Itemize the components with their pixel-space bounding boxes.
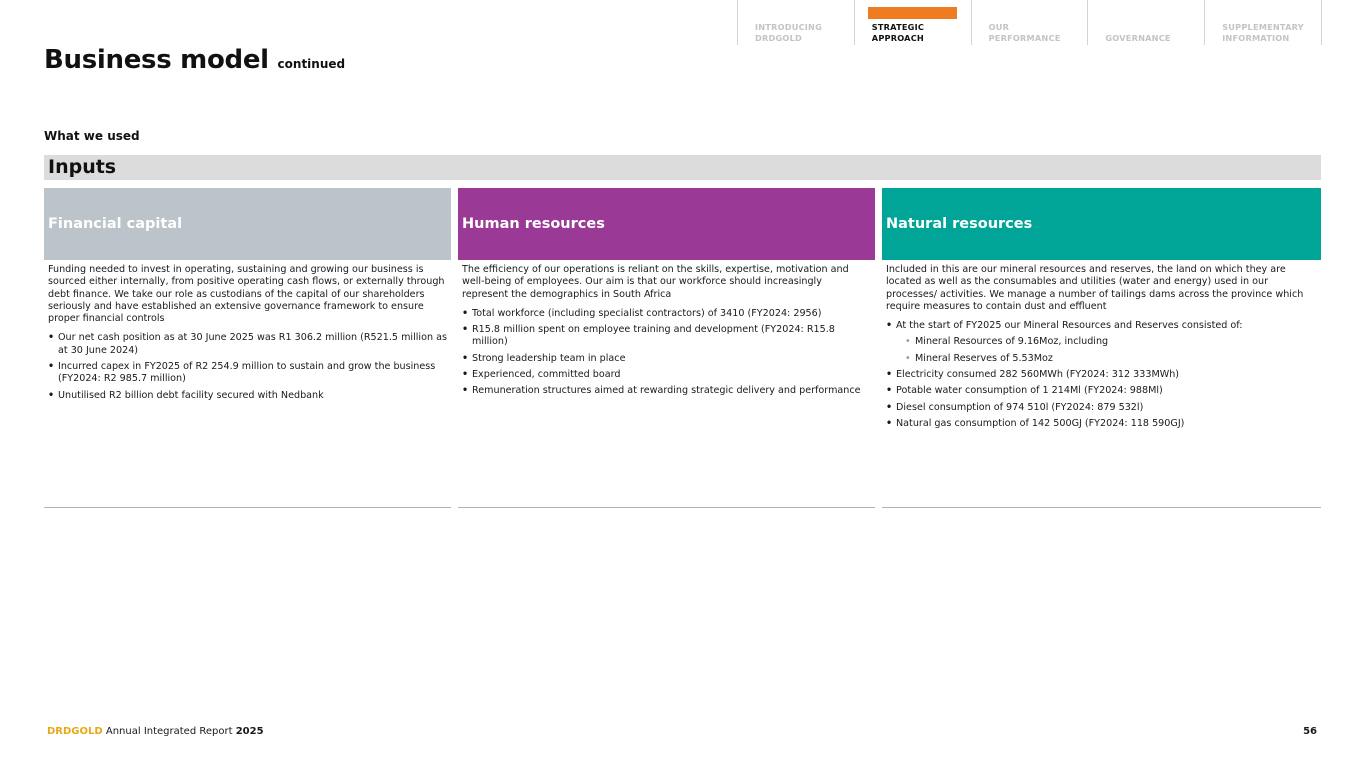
nav-tab-introducing-drdgold[interactable]: [737, 0, 855, 45]
nav-tab-our-performance[interactable]: [972, 0, 1089, 45]
nav-tab-label: STRATEGIC APPROACH: [871, 22, 925, 43]
financial-capital-intro: Funding needed to invest in operating, sustaining and growing our business is sourced either internally, from positive operating cash flows, or externally through debt finance. We take our role as custodians of the capital of our shareholders seriously and have established an extensive governance framework to ensure proper financial controls: [48, 264, 445, 325]
human-resources-column: [458, 188, 875, 508]
natural-resources-heading: Natural resources: [882, 188, 1321, 260]
page-title-text: Business model: [44, 45, 269, 75]
list-item: • Natural gas consumption of 142 500GJ (FY2024: 118 590GJ): [886, 418, 1317, 430]
human-resources-list: [462, 308, 871, 398]
human-resources-intro: The efficiency of our operations is reliant on the skills, expertise, motivation and well-being of employees. Our aim is that our workforce should increasingly represent the demographics in South Africa: [462, 264, 849, 300]
list-item: • Diesel consumption of 974 510l (FY2024: 879 532l): [886, 402, 1317, 414]
list-item: • Strong leadership team in place: [462, 353, 871, 365]
financial-capital-list: [48, 332, 447, 401]
list-item: • Incurred capex in FY2025 of R2 254.9 million to sustain and grow the business (FY2024: R2 985.7 million): [48, 361, 447, 386]
inputs-heading: Inputs: [44, 155, 1321, 180]
nav-tab-label: GOVERNANCE: [1105, 33, 1171, 43]
list-item: • Our net cash position as at 30 June 2025 was R1 306.2 million (R521.5 million as at 30 June 2024): [48, 332, 447, 357]
nav-tab-label: INTRODUCING DRDGOLD: [755, 22, 823, 43]
report-footer: [47, 726, 264, 737]
footer-text: Annual Integrated Report: [105, 726, 233, 737]
financial-capital-heading: Financial capital: [44, 188, 451, 260]
natural-resources-body: [882, 260, 1321, 508]
list-item: • At the start of FY2025 our Mineral Resources and Reserves consisted of:: [886, 320, 1317, 332]
section-label: What we used: [44, 129, 140, 143]
page-title: [44, 45, 345, 75]
list-item: • R15.8 million spent on employee training and development (FY2024: R15.8 million): [462, 324, 871, 349]
page-title-suffix: continued: [277, 57, 346, 71]
nav-tab-supplementary-information[interactable]: [1205, 0, 1322, 45]
human-resources-body: [458, 260, 875, 508]
list-item: • Total workforce (including specialist contractors) of 3410 (FY2024: 2956): [462, 308, 871, 320]
list-item: • Potable water consumption of 1 214Ml (FY2024: 988Ml): [886, 385, 1317, 397]
sub-list-item: • Mineral Resources of 9.16Moz, including: [886, 336, 1317, 348]
list-item: • Unutilised R2 billion debt facility secured with Nedbank: [48, 390, 447, 402]
footer-brand: DRDGOLD: [47, 726, 103, 737]
list-item: • Experienced, committed board: [462, 369, 871, 381]
nav-tab-governance[interactable]: [1088, 0, 1205, 45]
financial-capital-body: [44, 260, 451, 508]
nav-tab-label: SUPPLEMENTARY INFORMATION: [1222, 22, 1304, 43]
list-item: • Electricity consumed 282 560MWh (FY2024: 312 333MWh): [886, 369, 1317, 381]
page-number: 56: [1303, 726, 1317, 737]
financial-capital-column: [44, 188, 451, 508]
nav-tab-strategic-approach[interactable]: [855, 0, 972, 45]
natural-resources-list: [886, 320, 1317, 430]
nav-tab-label: OUR PERFORMANCE: [988, 22, 1061, 43]
natural-resources-intro: Included in this are our mineral resources and reserves, the land on which they are located as well as the consumables and utilities (water and energy) used in our processes/ activities. We manage a number of tailings dams across the province which require measures to contain dust and effluent: [886, 264, 1304, 312]
natural-resources-column: [882, 188, 1321, 508]
human-resources-heading: Human resources: [458, 188, 875, 260]
footer-year: 2025: [235, 726, 264, 737]
section-nav: [737, 0, 1322, 45]
sub-list-item: • Mineral Reserves of 5.53Moz: [886, 353, 1317, 365]
list-item: • Remuneration structures aimed at rewarding strategic delivery and performance: [462, 385, 871, 397]
